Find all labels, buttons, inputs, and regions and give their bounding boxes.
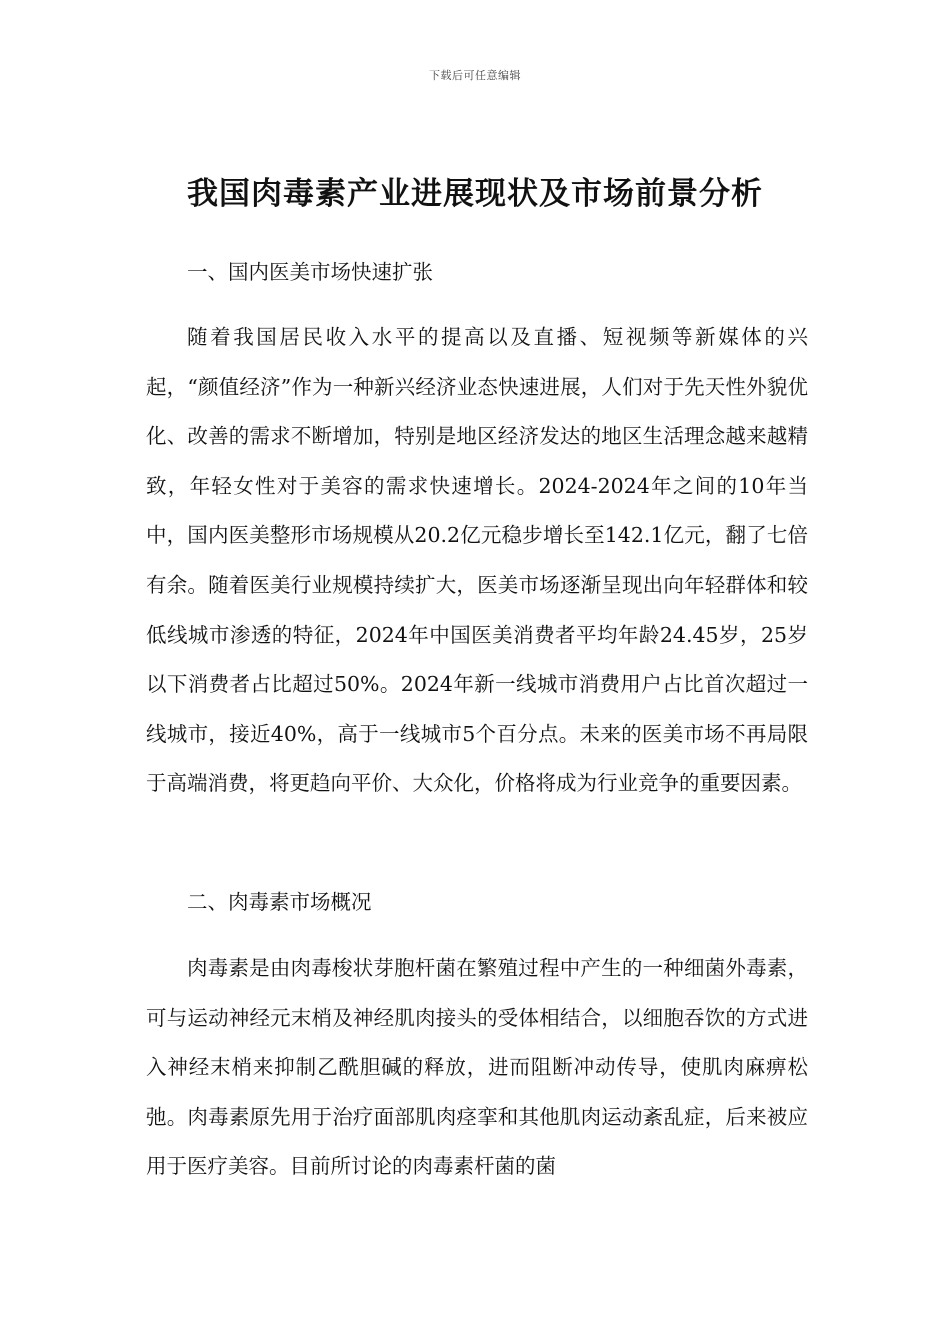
section-heading-2: 二、肉毒素市场概况 (187, 890, 372, 914)
section-paragraph-2: 肉毒素是由肉毒梭状芽胞杆菌在繁殖过程中产生的一种细菌外毒素，可与运动神经元末梢及神经肌肉接头的受体相结合，以细胞吞饮的方式进入神经末梢来抑制乙酰胆碱的释放，进而阻断冲动传导，使肌肉麻痹松弛。肉毒素原先用于治疗面部肌肉痉挛和其他肌肉运动紊乱症，后来被应用于医疗美容。目前所讨论的肉毒素杆菌的菌 (146, 956, 808, 1179)
header-note: 下载后可任意编辑 (429, 69, 521, 82)
document-title: 我国肉毒素产业进展现状及市场前景分析 (187, 176, 763, 212)
section-heading-1: 一、国内医美市场快速扩张 (187, 260, 433, 284)
section-paragraph-1: 随着我国居民收入水平的提高以及直播、短视频等新媒体的兴起，“颜值经济”作为一种新兴经济业态快速进展，人们对于先天性外貌优化、改善的需求不断增加，特别是地区经济发达的地区生活理念越来越精致，年轻女性对于美容的需求快速增长。2024-2024年之间的10年当中，国内医美整形市场规模从20.2亿元稳步增长至142.1亿元，翻了七倍有余。随着医美行业规模持续扩大，医美市场逐渐呈现出向年轻群体和较低线城市渗透的特征，2024年中国医美消费者平均年龄24.45岁，25岁以下消费者占比超过50%。2024年新一线城市消费用户占比首次超过一线城市，接近40%，高于一线城市5个百分点。未来的医美市场不再局限于高端消费，将更趋向平价、大众化，价格将成为行业竞争的重要因素。 (146, 325, 808, 796)
